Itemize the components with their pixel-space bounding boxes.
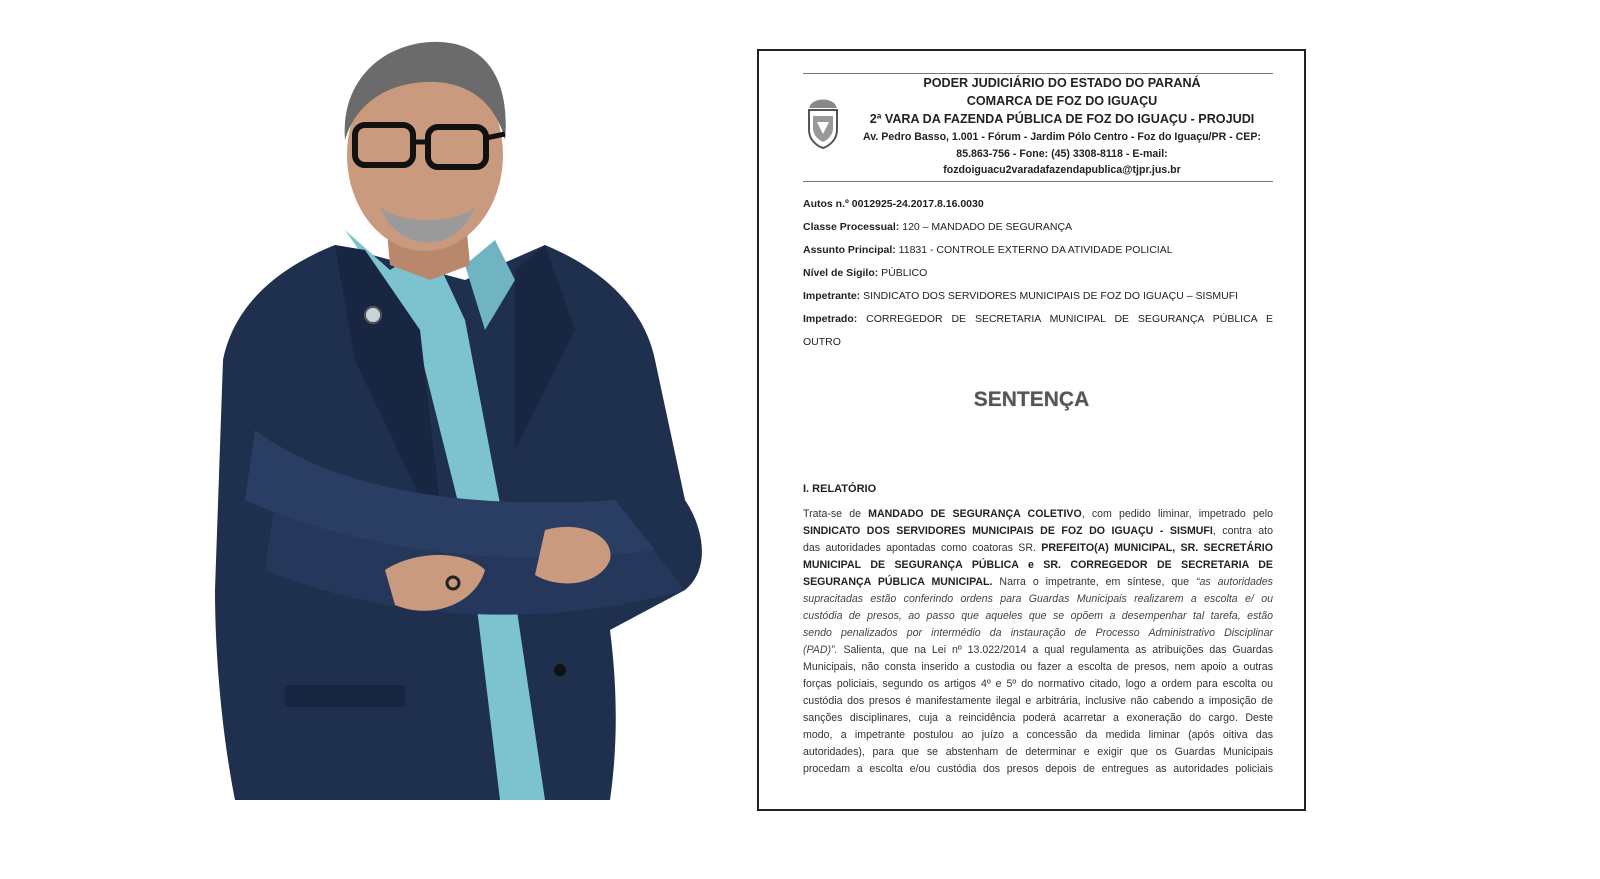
case-class <box>803 221 1273 233</box>
case-respondent-label: Impetrado: <box>803 313 858 325</box>
body-line-1-a: Trata-se de <box>803 508 869 520</box>
body-line-8-a: sendo penalizados por intermédio da instauração de Processo Administrativo Disciplinar <box>803 627 1273 639</box>
header-line-5: 85.863-756 - Fone: (45) 3308-8118 - E-mail: <box>956 148 1168 160</box>
lapel-pin <box>365 307 381 323</box>
body-line-9-b: Salienta, que na Lei nº 13.022/2014 a qual regulamenta as atribuições das Guardas <box>837 644 1273 656</box>
body-line-6-a: supracitadas estão conferindo ordens para Guardas Municipais realizarem a escolta e/ ou <box>803 593 1273 605</box>
body-line-11: forças policiais, segundo os artigos 4º e 5º do normativo citado, logo a ordem para escolta ou <box>803 678 1273 690</box>
body-line-12: custódia dos presos é manifestamente ilegal e arbitrária, inclusive não cabendo a imposição de <box>803 695 1273 707</box>
body-line-3-a: das autoridades apontadas como coatoras SR. <box>803 542 1042 554</box>
body-line-3 <box>803 542 1273 554</box>
case-secrecy <box>803 267 1273 279</box>
case-respondent <box>803 313 1273 325</box>
case-respondent-cont <box>803 336 1273 348</box>
body-line-7-a: custódia de presos, ao passo que aqueles que se opõem a desempenhar tal tarefa, estão <box>803 610 1273 622</box>
body-line-10: Municipais, não consta inserido a custodia ou fazer a escolta de presos, nem apoio a outras <box>803 661 1273 673</box>
body-line-3-b: PREFEITO(A) MUNICIPAL, SR. SECRETÁRIO <box>1041 542 1273 554</box>
case-subject <box>803 244 1273 256</box>
case-class-label: Classe Processual: <box>803 221 900 233</box>
body-line-2 <box>803 525 1273 537</box>
case-secrecy-value: PÚBLICO <box>878 267 928 279</box>
body-line-2-a: SINDICATO DOS SERVIDORES MUNICIPAIS DE FOZ DO IGUAÇU - SISMUFI <box>803 525 1213 537</box>
parana-coat-of-arms-icon <box>803 98 843 150</box>
case-class-value: 120 – MANDADO DE SEGURANÇA <box>899 221 1073 233</box>
body-line-8 <box>803 627 1273 639</box>
body-line-5-b: Narra o impetrante, em síntese, que <box>992 576 1196 588</box>
body-line-2-b: , contra ato <box>1212 525 1273 537</box>
pocket-flap <box>285 685 405 707</box>
document-title: SENTENÇA <box>973 388 1090 411</box>
header-bottom-rule <box>803 181 1273 182</box>
header-email: fozdoiguacu2varadafazendapublica@tjpr.jus.br <box>943 164 1181 176</box>
case-respondent-value-2: OUTRO <box>803 336 841 348</box>
body-line-16: procedam a escolta e/ou custódia dos presos depois de entregues as autoridades policiais <box>803 763 1273 775</box>
jacket-button <box>554 664 566 676</box>
case-number: Autos n.º 0012925-24.2017.8.16.0030 <box>803 198 984 210</box>
case-petitioner-value: SINDICATO DOS SERVIDORES MUNICIPAIS DE FOZ DO IGUAÇU – SISMUFI <box>860 290 1239 302</box>
body-line-15: autoridades), para que se abstenham de determinar e exigir que os Guardas Municipais <box>803 746 1273 758</box>
case-subject-label: Assunto Principal: <box>803 244 896 256</box>
body-line-9 <box>803 644 1273 656</box>
case-respondent-value: CORREGEDOR DE SECRETARIA MUNICIPAL DE SEGURANÇA PÚBLICA E <box>857 313 1273 325</box>
body-line-5 <box>803 576 1273 588</box>
header-top-rule <box>803 73 1273 74</box>
body-line-1-b: MANDADO DE SEGURANÇA COLETIVO <box>868 508 1082 520</box>
body-line-5-c: “as autoridades <box>1195 576 1273 588</box>
court-document <box>757 49 1306 811</box>
body-line-14: modo, a impetrante postulou ao juízo a concessão da medida liminar (após oitiva das <box>803 729 1273 741</box>
case-petitioner <box>803 290 1273 302</box>
header-line-4: Av. Pedro Basso, 1.001 - Fórum - Jardim Pólo Centro - Foz do Iguaçu/PR - CEP: <box>863 131 1261 143</box>
body-line-4-a: MUNICIPAL DE SEGURANÇA PÚBLICA e SR. CORREGEDOR DE SECRETARIA DE <box>803 559 1273 571</box>
body-line-5-a: SEGURANÇA PÚBLICA MUNICIPAL. <box>803 576 993 588</box>
body-line-1 <box>803 508 1273 520</box>
body-line-6 <box>803 593 1273 605</box>
body-line-13: sanções disciplinares, cuja a reincidência poderá acarretar a exoneração do cargo. Deste <box>803 712 1273 724</box>
body-line-4 <box>803 559 1273 571</box>
header-line-1: PODER JUDICIÁRIO DO ESTADO DO PARANÁ <box>923 76 1201 90</box>
body-line-1-c: , com pedido liminar, impetrado pelo <box>1081 508 1273 520</box>
section-heading: I. RELATÓRIO <box>803 483 877 495</box>
case-petitioner-label: Impetrante: <box>803 290 861 302</box>
body-line-7 <box>803 610 1273 622</box>
header-line-3: 2ª VARA DA FAZENDA PÚBLICA DE FOZ DO IGUAÇU - PROJUDI <box>869 112 1255 126</box>
case-subject-value: 11831 - CONTROLE EXTERNO DA ATIVIDADE POLICIAL <box>895 244 1173 256</box>
portrait-photo <box>215 30 725 830</box>
header-line-2: COMARCA DE FOZ DO IGUAÇU <box>966 94 1158 108</box>
case-secrecy-label: Nível de Sigilo: <box>803 267 879 279</box>
body-line-9-a: (PAD)”. <box>803 644 838 656</box>
